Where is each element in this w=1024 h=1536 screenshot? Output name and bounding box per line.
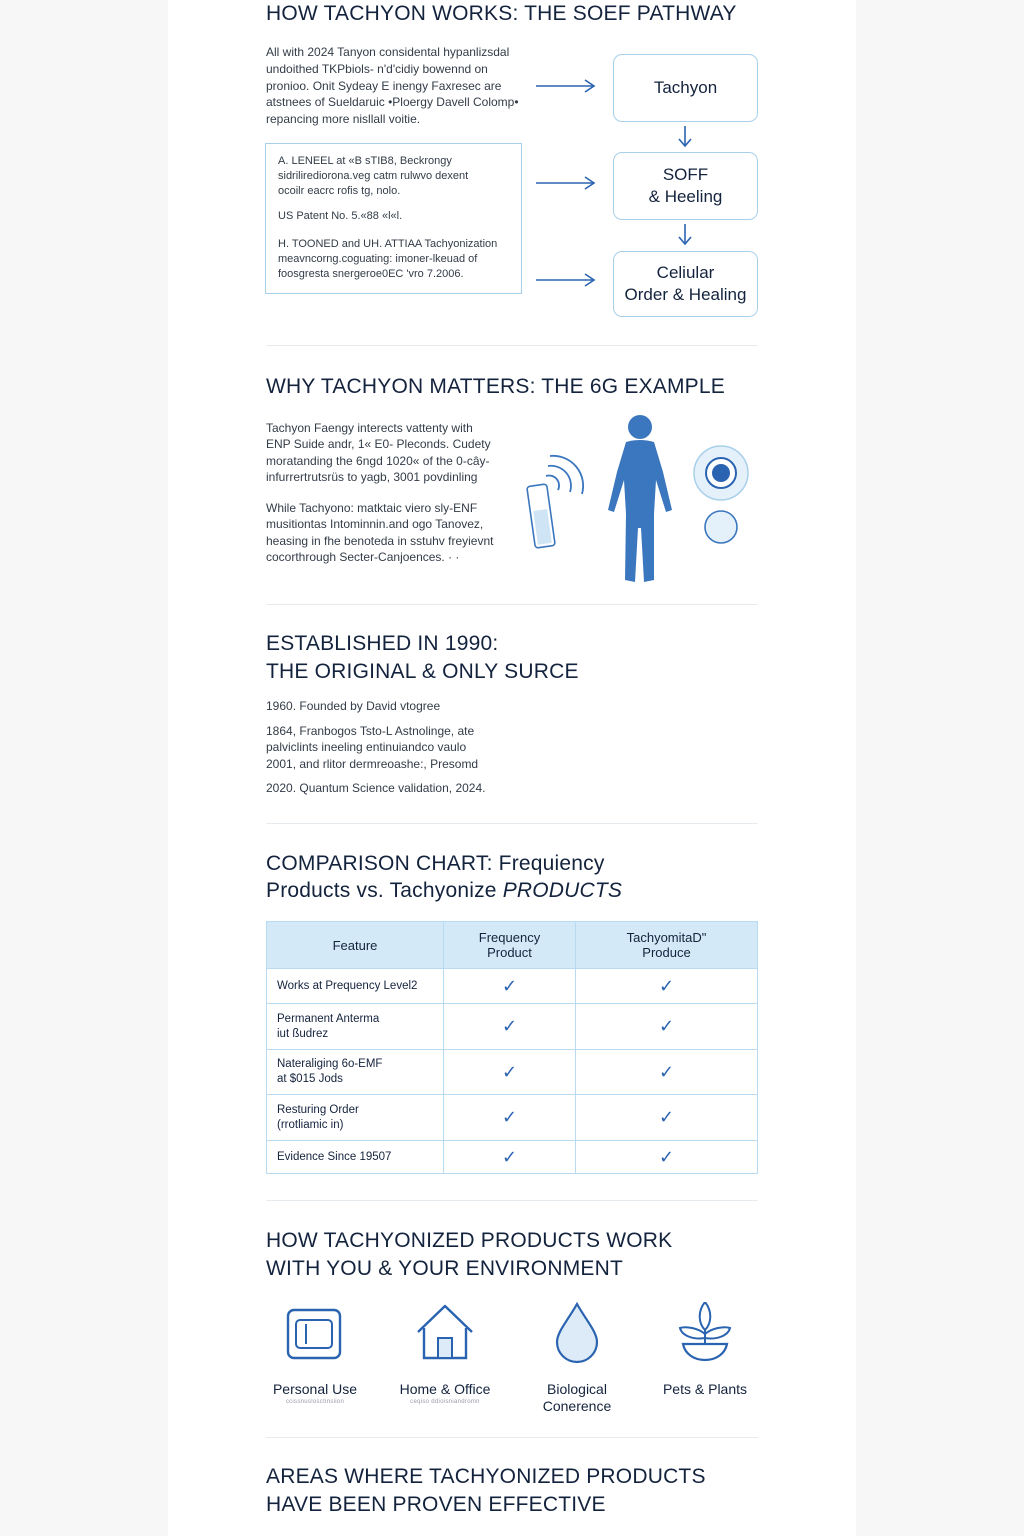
patent-line: US Patent No. 5.«88 «l«l. (278, 210, 403, 222)
header-feature: Feature (267, 922, 444, 969)
header-frequency: Frequency Product (444, 922, 576, 969)
history-line: 1864, Franbogos Tsto-L Astnolinge, ate (266, 724, 475, 738)
water-drop-icon (522, 1302, 632, 1366)
feature-cell: Works at Prequency Level2 (267, 969, 444, 1004)
check-icon: ✓ (444, 1050, 576, 1095)
table-row (267, 1050, 758, 1095)
divider (266, 1437, 758, 1438)
feature-cell: Permanent Anterma iut ßudrez (267, 1004, 444, 1050)
signal-waves-icon (546, 456, 583, 494)
section3-title-line1: ESTABLISHED IN 1990: (266, 632, 499, 655)
item-sublabel: ceqiso ddioisniandromn (410, 1399, 480, 1405)
comparison-table (266, 921, 758, 1174)
divider (266, 345, 758, 346)
item-label: Personal Use (272, 1381, 358, 1397)
flow-box-cellular (613, 251, 758, 317)
text-line: cocorthrough Secter-Canjoences. · · (266, 550, 460, 564)
down-arrow-icon (677, 126, 693, 148)
check-icon: ✓ (444, 969, 576, 1004)
item-label: Pets & Plants (662, 1381, 748, 1397)
down-arrow-icon (677, 224, 693, 246)
section6-title-line2: HAVE BEEN PROVEN EFFECTIVE (266, 1493, 606, 1516)
table-row (267, 1004, 758, 1050)
intro-line: undoithed TKPbiols- n'd'cidiy bowennd on (266, 62, 488, 76)
check-icon: ✓ (576, 1095, 758, 1141)
text-line: musitiontas Intominnin.and ogo Tanovez, (266, 517, 484, 531)
title-part: Products vs. Tachyonize (266, 879, 503, 902)
history-line: 2001, and rlitor dermreoashe:, Presomd (266, 757, 479, 771)
feature-cell: Resturing Order (rrotliamic in) (267, 1095, 444, 1141)
table-header-row (267, 922, 758, 969)
text-line: ENP Suide andr, 1« E0- Pleconds. Cudety (266, 437, 491, 451)
divider (266, 604, 758, 605)
history-line: 1960. Founded by David vtogree (266, 699, 441, 713)
item-pets-plants (650, 1302, 760, 1398)
check-icon: ✓ (444, 1141, 576, 1174)
intro-line: repancing more nisllall voitie. (266, 112, 421, 126)
item-label: Biological (547, 1381, 607, 1397)
check-icon: ✓ (576, 1050, 758, 1095)
feature-cell: Evidence Since 19507 (267, 1141, 444, 1174)
item-personal-use (260, 1302, 370, 1405)
section4-title-line1: COMPARISON CHART: Frequiency (266, 852, 605, 875)
feature-cell: Nateraliging 6o-EMF at $015 Jods (267, 1050, 444, 1095)
section1-title: HOW TACHYON WORKS: THE SOEF PATHWAY (266, 2, 737, 25)
6g-illustration (520, 410, 760, 590)
flow-box-label: Tachyon (653, 78, 718, 97)
ref-line: meavncorng.coguating: imoner-lkeuad of (278, 253, 478, 265)
flow-box-label: Order & Healing (624, 285, 747, 304)
flow-box-soff (613, 152, 758, 220)
flow-box-label: & Heeling (648, 187, 723, 206)
item-biological (522, 1302, 632, 1415)
section3-title-line2: THE ORIGINAL & ONLY SURCE (266, 660, 579, 683)
right-arrow-icon (536, 79, 596, 93)
flow-box-label: Celiular (656, 263, 715, 282)
human-figure-icon (608, 415, 672, 582)
flow-box-tachyon (613, 54, 758, 122)
right-arrow-icon (536, 176, 596, 190)
ref-line: sidrilirediorona.veg catm rulwvo dexent (278, 170, 469, 182)
table-row (267, 1141, 758, 1174)
target-circle-icon (694, 446, 748, 500)
text-line: heasing in fhe benoteda in sstuhv freyievnt (266, 534, 494, 548)
history-line: 2020. Quantum Science validation, 2024. (266, 781, 486, 795)
divider (266, 823, 758, 824)
section5-title-line1: HOW TACHYONIZED PRODUCTS WORK (266, 1229, 673, 1252)
intro-line: atstnees of Sueldaruic •Ploergy Davell Colomp• (266, 95, 519, 109)
device-icon (260, 1302, 370, 1366)
ref-line: ocoilr eacrc rofis tg, nolo. (278, 185, 401, 197)
ref-line: A. LENEEL at «B sTIB8, Beckrongy (278, 155, 452, 167)
table-row (267, 1095, 758, 1141)
history-line: palviclints ineeling entinuiandco vaulo (266, 740, 467, 754)
intro-line: pronioo. Onit Sydeay E inengy Faxresec are (266, 79, 502, 93)
item-label: Home & Office (399, 1381, 491, 1397)
item-sublabel: ccissnuslosctinsiion (285, 1399, 345, 1405)
section5-title-line2: WITH YOU & YOUR ENVIRONMENT (266, 1257, 623, 1280)
flow-box-label: SOFF (662, 165, 709, 184)
right-arrow-icon (536, 273, 596, 287)
text-line: Tachyon Faengy interects vattenty with (266, 421, 473, 435)
references-box (265, 143, 522, 294)
check-icon: ✓ (444, 1004, 576, 1050)
plant-icon (650, 1302, 760, 1366)
check-icon: ✓ (576, 969, 758, 1004)
text-line: moratanding the 6ngd 1020« of the 0-cây- (266, 454, 490, 468)
header-tachyonized: TachyomitaD" Produce (576, 922, 758, 969)
item-home-office (390, 1302, 500, 1405)
small-circle-icon (705, 511, 737, 543)
house-icon (390, 1302, 500, 1366)
table-row (267, 969, 758, 1004)
section4-title-line2 (266, 877, 622, 905)
intro-line: All with 2024 Tanyon considental hypanlizsdal (266, 45, 510, 59)
ref-line: H. TOONED and UH. ATTIAA Tachyonization (278, 238, 498, 250)
text-line: While Tachyono: matktaic viero sly-ENF (266, 501, 478, 515)
check-icon: ✓ (576, 1141, 758, 1174)
check-icon: ✓ (576, 1004, 758, 1050)
title-part-italic: PRODUCTS (502, 879, 623, 902)
divider (266, 1200, 758, 1201)
phone-icon (527, 484, 555, 548)
ref-line: foosgresta snergeroe0EC 'vro 7.2006. (278, 268, 464, 280)
section2-title: WHY TACHYON MATTERS: THE 6G EXAMPLE (266, 375, 725, 398)
item-label: Conerence (542, 1398, 612, 1414)
text-line: infurrertrutsrüs to yagb, 3001 povdinling (266, 470, 478, 484)
check-icon: ✓ (444, 1095, 576, 1141)
section6-title-line1: AREAS WHERE TACHYONIZED PRODUCTS (266, 1465, 706, 1488)
